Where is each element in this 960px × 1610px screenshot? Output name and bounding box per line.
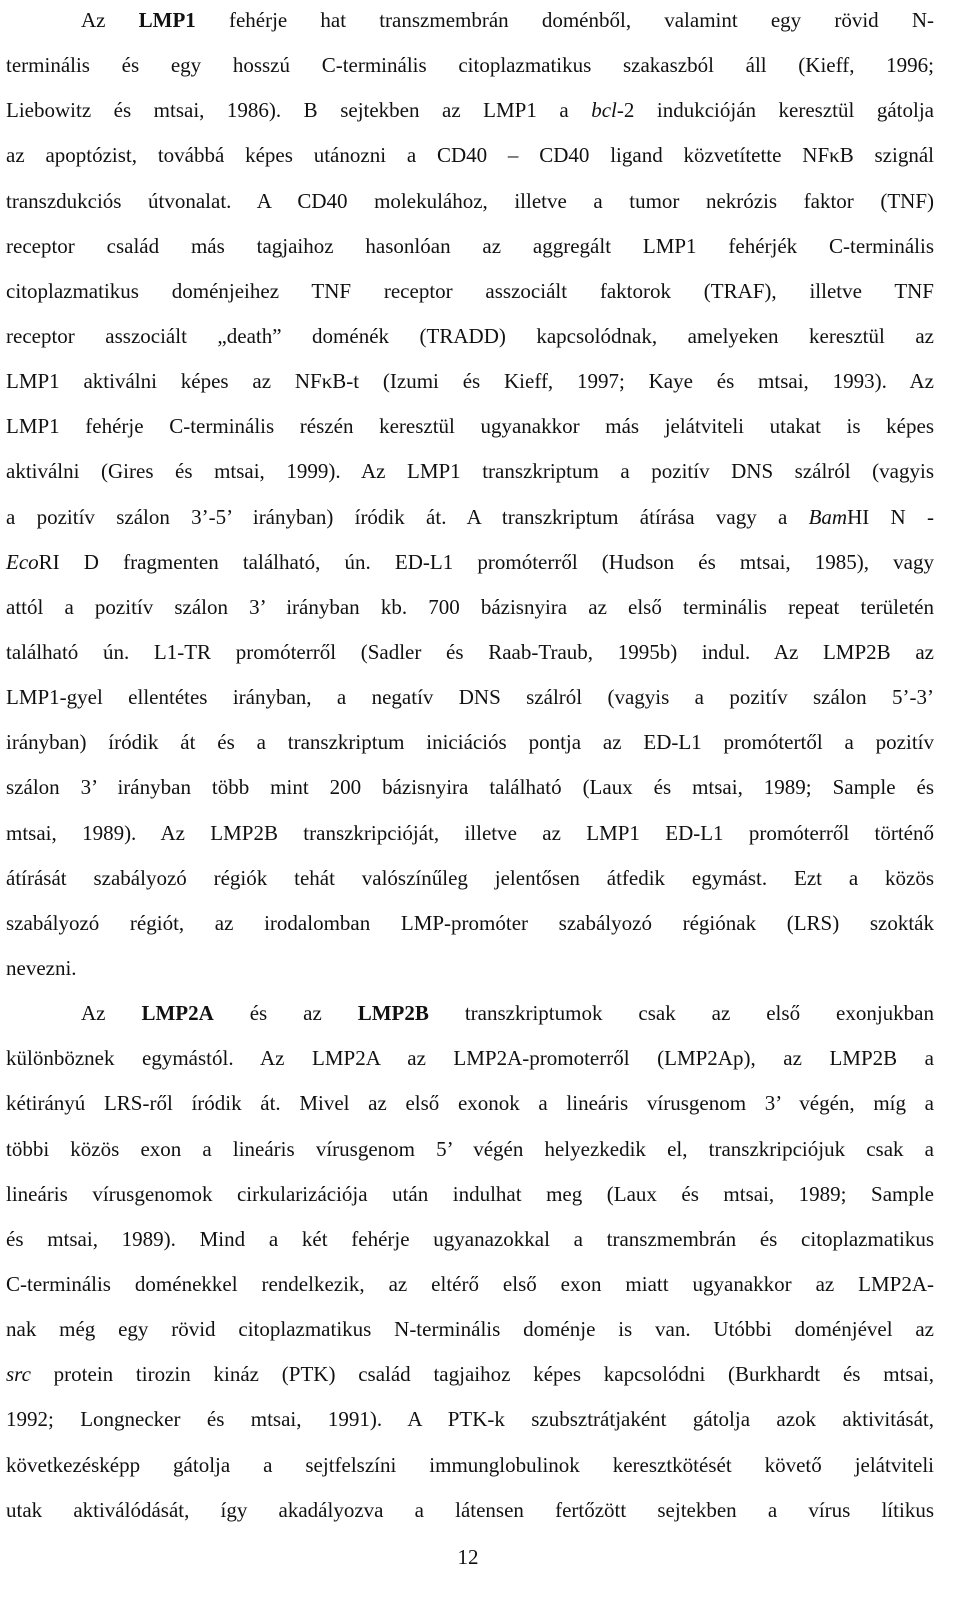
text-run: RI D fragmenten található, ún. ED-L1 promóterről (Hudson és mtsai, 1985), vagy	[38, 549, 934, 574]
text-line	[6, 991, 934, 1036]
text-line	[6, 495, 934, 540]
text-line	[6, 1443, 934, 1488]
text-line	[6, 224, 934, 269]
text-run: és mtsai, 1989). Mind a két fehérje ugyanazokkal a transzmembrán és citoplazmatikus	[6, 1226, 934, 1251]
page-number: 12	[457, 1545, 479, 1569]
text-line	[6, 314, 934, 359]
text-run: az apoptózist, továbbá képes utánozni a CD40 – CD40 ligand közvetítette NFκB szignál	[6, 143, 934, 168]
text-line	[6, 630, 934, 675]
text-run: LMP1 aktiválni képes az NFκB-t (Izumi és Kieff, 1997; Kaye és mtsai, 1993). Az	[6, 369, 934, 394]
text-run: különböznek egymástól. Az LMP2A az LMP2A-promoterről (LMP2Ap), az LMP2B a	[6, 1046, 934, 1071]
bold-term: LMP1	[138, 8, 196, 32]
text-run: attól a pozitív szálon 3’ irányban kb. 700 bázisnyira az első terminális repeat területén	[6, 594, 934, 619]
text-line	[6, 43, 934, 88]
text-line	[6, 1397, 934, 1442]
text-run: receptor család más tagjaihoz hasonlóan az aggregált LMP1 fehérjék C-terminális	[6, 233, 934, 258]
text-run: kétirányú LRS-ről íródik át. Mivel az első exonok a lineáris vírusgenom 3’ végén, míg a	[6, 1091, 934, 1116]
text-run: Liebowitz és mtsai, 1986). B sejtekben az LMP1 a	[6, 98, 592, 123]
text-run: fehérje hat transzmembrán doménből, valamint egy rövid N-	[195, 8, 934, 32]
text-line	[6, 269, 934, 314]
text-line	[6, 540, 934, 585]
text-line	[6, 1307, 934, 1352]
bold-term: LMP2B	[357, 1001, 429, 1026]
text-run: LMP1 fehérje C-terminális részén keresztül ugyanakkor más jelátviteli utakat is képes	[6, 414, 934, 439]
italic-term: src	[6, 1362, 31, 1387]
text-run: protein tirozin kináz (PTK) család tagjaihoz képes kapcsolódni (Burkhardt és mtsai,	[30, 1362, 934, 1387]
text-line	[6, 1127, 934, 1172]
text-run: receptor asszociált „death” doménék (TRADD) kapcsolódnak, amelyeken keresztül az	[6, 323, 934, 348]
text-line	[6, 946, 934, 991]
text-line	[6, 1036, 934, 1081]
text-run: Az	[81, 8, 139, 32]
text-run: utak aktiválódását, így akadályozva a látensen fertőzött sejtekben a vírus lítikus	[6, 1497, 934, 1522]
text-line	[6, 675, 934, 720]
bold-term: LMP2A	[141, 1001, 214, 1026]
text-run: szálon 3’ irányban több mint 200 bázisnyira található (Laux és mtsai, 1989; Sample és	[6, 775, 934, 800]
text-run: lineáris vírusgenomok cirkularizációja után indulhat meg (Laux és mtsai, 1989; Sample	[6, 1181, 934, 1206]
text-run: többi közös exon a lineáris vírusgenom 5’ végén helyezkedik el, transzkripciójuk csak a	[6, 1136, 934, 1161]
text-run: LMP1-gyel ellentétes irányban, a negatív DNS szálról (vagyis a pozitív szálon 5’-3’	[6, 685, 934, 710]
text-line	[6, 811, 934, 856]
text-run: -2 indukcióján keresztül gátolja	[616, 98, 934, 123]
text-run: szabályozó régiót, az irodalomban LMP-promóter szabályozó régiónak (LRS) szokták	[6, 910, 934, 935]
text-run: aktiválni (Gires és mtsai, 1999). Az LMP1 transzkriptum a pozitív DNS szálról (vagyis	[6, 459, 934, 484]
text-run: transzdukciós útvonalat. A CD40 molekulához, illetve a tumor nekrózis faktor (TNF)	[6, 188, 934, 213]
text-line	[6, 765, 934, 810]
italic-term: Bam	[808, 504, 848, 529]
text-line	[6, 1488, 934, 1533]
text-run: található ún. L1-TR promóterről (Sadler és Raab-Traub, 1995b) indul. Az LMP2B az	[6, 639, 934, 664]
text-run: citoplazmatikus doménjeihez TNF receptor asszociált faktorok (TRAF), illetve TNF	[6, 278, 934, 303]
text-line	[6, 133, 934, 178]
text-run: nevezni.	[6, 955, 77, 980]
text-line	[6, 179, 934, 224]
text-run: C-terminális doménekkel rendelkezik, az eltérő első exon miatt ugyanakkor az LMP2A-	[6, 1271, 934, 1296]
text-run: 1992; Longnecker és mtsai, 1991). A PTK-k szubsztrátjaként gátolja azok aktivitását,	[6, 1407, 934, 1432]
body-text	[6, 0, 934, 1533]
text-line	[6, 1172, 934, 1217]
text-run: mtsai, 1989). Az LMP2B transzkripcióját, illetve az LMP1 ED-L1 promóterről történő	[6, 820, 934, 845]
text-run: transzkriptumok csak az első exonjukban	[428, 1001, 934, 1026]
text-line	[6, 0, 934, 43]
text-run: átírását szabályozó régiók tehát valószínűleg jelentősen átfedik egymást. Ezt a közös	[6, 865, 934, 890]
text-line	[6, 1262, 934, 1307]
text-line	[6, 1217, 934, 1262]
text-line	[6, 359, 934, 404]
text-line	[6, 1081, 934, 1126]
text-line	[6, 901, 934, 946]
text-line	[6, 720, 934, 765]
text-run: irányban) íródik át és a transzkriptum iniciációs pontja az ED-L1 promótertől a pozitív	[6, 730, 934, 755]
text-run: a pozitív szálon 3’-5’ irányban) íródik át. A transzkriptum átírása vagy a	[6, 504, 809, 529]
text-run: Az	[81, 1001, 142, 1026]
text-run: terminális és egy hosszú C-terminális citoplazmatikus szakaszból áll (Kieff, 1996;	[6, 53, 934, 78]
text-run: HI N -	[847, 504, 934, 529]
text-run: nak még egy rövid citoplazmatikus N-terminális doménje is van. Utóbbi doménjével az	[6, 1317, 934, 1342]
italic-term: Eco	[6, 549, 39, 574]
text-line	[6, 449, 934, 494]
italic-term: bcl	[591, 98, 617, 123]
text-run: következésképp gátolja a sejtfelszíni immunglobulinok keresztkötését követő jelátviteli	[6, 1452, 934, 1477]
text-line	[6, 404, 934, 449]
text-run: és az	[213, 1001, 358, 1026]
text-line	[6, 1352, 934, 1397]
text-line	[6, 856, 934, 901]
text-line	[6, 88, 934, 133]
text-line	[6, 585, 934, 630]
